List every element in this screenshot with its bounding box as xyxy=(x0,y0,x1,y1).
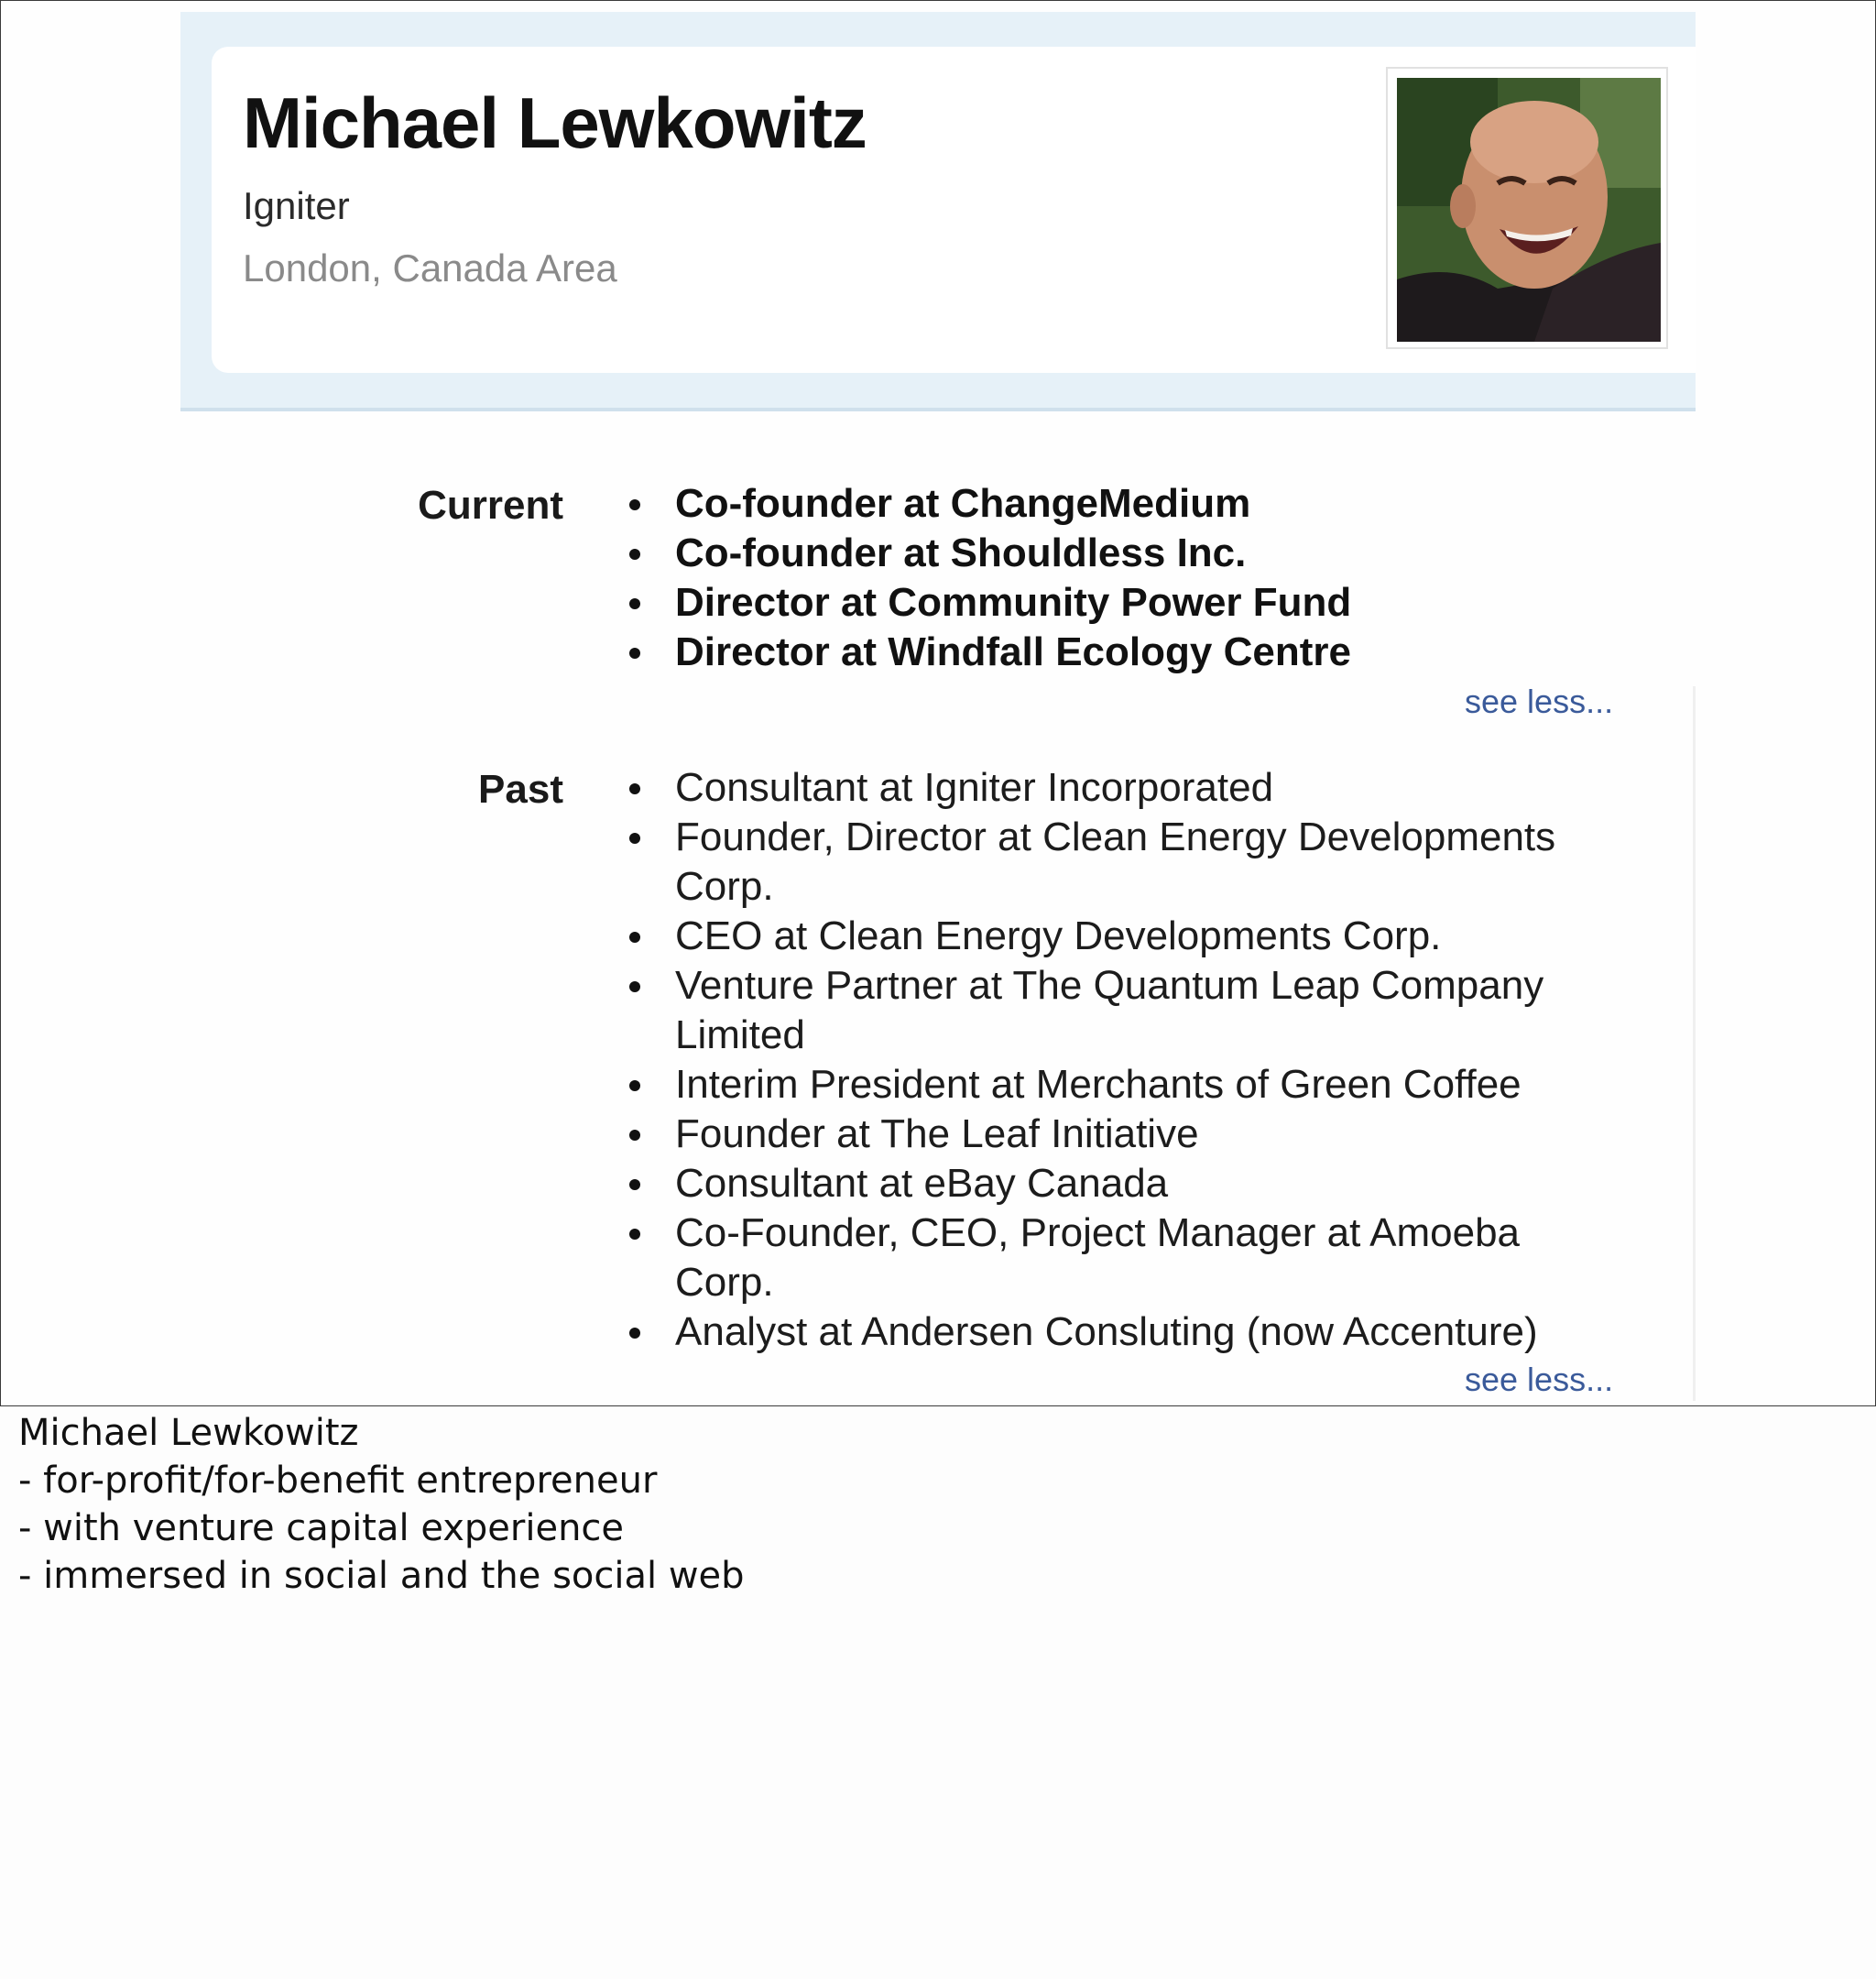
profile-location: London, Canada Area xyxy=(243,246,617,290)
list-item: Venture Partner at The Quantum Leap Company Limited xyxy=(675,961,1628,1060)
profile-photo xyxy=(1386,67,1668,349)
notes-line: Michael Lewkowitz xyxy=(18,1412,359,1454)
current-positions-list xyxy=(675,479,1351,677)
notes-line: - with venture capital experience xyxy=(18,1507,625,1549)
list-item: Consultant at Igniter Incorporated xyxy=(675,763,1628,813)
past-positions-list xyxy=(675,763,1628,1357)
list-item: Analyst at Andersen Consluting (now Accenture) xyxy=(675,1307,1628,1357)
list-item: Co-founder at ChangeMedium xyxy=(675,479,1351,529)
person-photo-icon xyxy=(1397,78,1661,342)
current-label: Current xyxy=(418,483,563,528)
current-see-less-link[interactable]: see less... xyxy=(1465,683,1614,720)
content-divider xyxy=(1693,686,1696,1401)
profile-headline: Igniter xyxy=(243,184,350,227)
profile-name: Michael Lewkowitz xyxy=(243,82,867,163)
list-item: CEO at Clean Energy Developments Corp. xyxy=(675,912,1628,961)
list-item: Founder at The Leaf Initiative xyxy=(675,1110,1628,1159)
list-item: Interim President at Merchants of Green Coffee xyxy=(675,1060,1628,1110)
past-see-less-link[interactable]: see less... xyxy=(1465,1361,1614,1398)
list-item: Co-Founder, CEO, Project Manager at Amoeba Corp. xyxy=(675,1208,1628,1307)
list-item: Consultant at eBay Canada xyxy=(675,1159,1628,1208)
list-item: Director at Windfall Ecology Centre xyxy=(675,628,1351,677)
list-item: Director at Community Power Fund xyxy=(675,578,1351,628)
list-item: Co-founder at Shouldless Inc. xyxy=(675,529,1351,578)
notes-line: - immersed in social and the social web xyxy=(18,1555,745,1597)
past-label: Past xyxy=(478,767,563,812)
speaker-notes xyxy=(18,1409,745,1600)
notes-line: - for-profit/for-benefit entrepreneur xyxy=(18,1460,658,1502)
list-item: Founder, Director at Clean Energy Developments Corp. xyxy=(675,813,1628,912)
